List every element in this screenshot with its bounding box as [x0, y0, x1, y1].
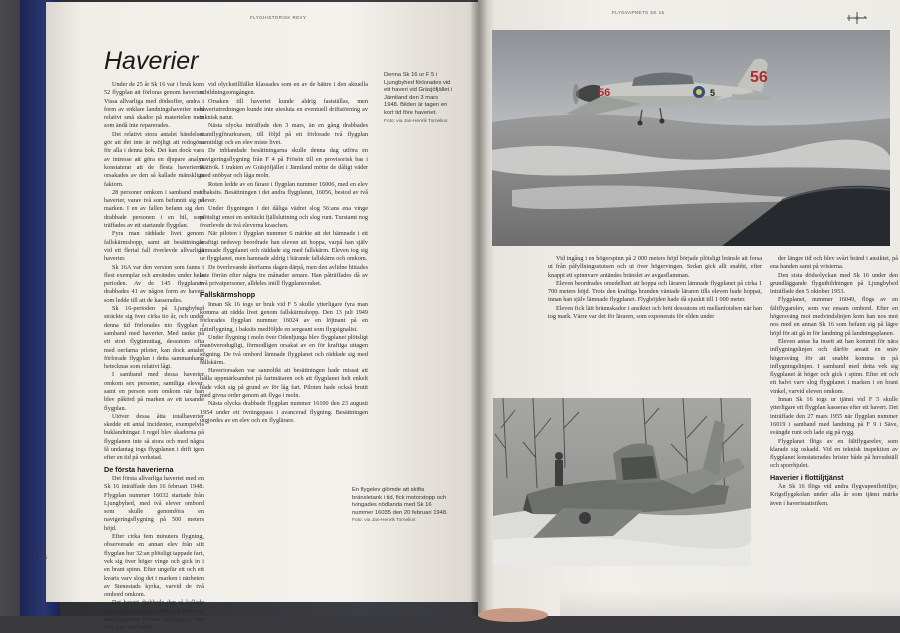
photo-credit: Foto: via Jan-Henrik Tornelius [352, 518, 416, 524]
paragraph: Det relativt stora antalet händelser gör att det inte är möjligt att redogöra för alla i denna bok. Det kan dock vara av intresse att göra en djupare analys konstaterar att de flesta haverierna orsakades av den så kallade mänskliga faktorn. [104, 130, 204, 188]
paragraph: Fyra man räddade livet genom fallskärmshopp, samt att besättningar vid ett flertal fall överlevde allvarliga haverier. [104, 230, 204, 263]
paragraph: Sk 16-perioden på Ljungbyhed sträckte sig över cirka tio år, och under denna tid förlorades nio flygplan i samband med haverier. Med tanke på ett stort flygtimuttag, dessutom ofta med oerfarna piloter, kan dock antalet förlorade flygplan i detta sammanhang betecknas som relativt lågt. [104, 305, 204, 371]
paragraph: Vid ingång i en högerspinn på 2 000 meters höjd började plötsligt bränsle att forsa ut från påfyllningsstutsen och ut över högervingen. Sedan gick allt snabbt, efter knappt ett spinnvarv antändes bränslet av avgasflamman. [548, 255, 762, 279]
paragraph: Roten ledde av en färare i flygplan nummer 16006, med en elev i baksits. Besättningen i det andra flygplanet, 16056, bestod av två elever. [200, 180, 368, 205]
aircraft-tail-code: 56 [750, 69, 768, 86]
subheading: Fallskärmshopp [200, 290, 256, 300]
paragraph: Flygplanet flögs av en fältflygarelev, som klarade sig oskadd. Vid en teknisk inspektion av flygplanet konstaterades brister både på huvudställ och sporrhjulet. [770, 437, 898, 470]
right-column-1 [548, 255, 762, 395]
aircraft-nose-code: 56 [598, 87, 611, 99]
paragraph: Orsaken till haveriet kunde aldrig fastställas, men haveriutredningen kunde inte utesluta en eventuell driftstörning av teknisk natur. [200, 97, 368, 122]
paragraph: Sk 16A var den version som fanns i flest exemplar och användes under hela perioden. Av de 145 flygplanen drabbades 41 av någon form av haveri som ledde till att de kasserades. [104, 263, 204, 304]
page-number: 106 [38, 555, 47, 561]
page-title: Haverier [104, 47, 199, 75]
paragraph: Än Sk 16 flögs vid andra flygvapenflottiljer, Krigsflygskolan under alla år som tjänst märks även i haveristatistiken. [770, 483, 898, 507]
right-column-2 [770, 255, 898, 590]
paragraph: Under flygning i moln över Odenljunga blev flygplanet plötsligt manöverodugligt, förmodligen orsakat av en för kraftiga uttagen stigning. De två ombord lämnade flygplanet och räddade sig med fallskärm. [200, 333, 368, 366]
aircraft-fuselage-code: 5 [710, 88, 716, 98]
paragraph: Utöver dessa åtta totalhaverier skedde ett antal incidenter, exempelvis buklandningar. I regel blev skadorna på flygplanen inte så stora och med några få undantag togs flygplanen i drift igen efter en tid på verkstad. [104, 412, 204, 462]
paragraph: Innan Sk 16 togs ur tjänst vid F 5 skulle ytterligare ett flygplan kasseras efter ett haveri. Det inträffade den 27 mars 1955 när flygplan nummer 16019 i samband med landning på F 9 i Säve, svängde runt och lade sig på rygg. [770, 396, 898, 437]
paragraph: Efter cirka fem minuters flygning, observerade en annan elev från sitt flygplan hur 32:an plötsligt tappade fart, vek sig över höger vinge och gick in i en brant spinn. Efter ungefär ett och ett kvarts varv slog det i marken i närheten av Stenestads kyrka, varvid de två ombord omkom. [104, 533, 205, 599]
paragraph: Eleven fick lätt brännskador i ansiktet och bröt dessutom ett mellanfotsben när han tog mark. Värre var det för läraren, som exponerats för elden under [548, 304, 762, 321]
paragraph: Haveriorsaken var sannolikt att besättningen hade missat att hålla uppmärksamhet på fartmätaren och att flygplanet helt enkelt hade vikit sig på grund av för låg fart. Piloten hade också brutit med givna order genom att flyga i moln. [200, 367, 368, 399]
subheading: De första haverierna [104, 464, 174, 474]
paragraph: der längre tid och blev svårt bränd i ansiktet, på ena handen samt på vristerna. [770, 255, 898, 271]
crashed-aircraft-photo [493, 398, 751, 566]
photo-credit: Foto: via Jan-Henrik Tornelius [384, 118, 448, 124]
photo-caption-1 [384, 72, 454, 125]
paragraph: Flygplanet, nummer 16049, flögs av en fältflygarelev, som var ensam ombord. Efter en högersväng mot medvindslinjen kom han nos mot nos med en annan Sk 16 som befann sig på lägre höjd för att gå in för landning på landningsplanen. [770, 296, 898, 337]
aircraft-in-flight-photo [492, 30, 890, 246]
paragraph: De inblandade besättningarna skulle denna dag utföra en navigeringsflygning från F 4 på Frösön till en provisorisk bas i Rättvik. I trakten av Gräsjöfjället i Jämtland mötte de dåligt väder med snöbyar och låga moln. [200, 147, 368, 180]
paragraph: 28 personer omkom i samband med haverier, varav två som befunnit sig på marken. I en av fallen befann sig den drabbade personen i en bil, som träffades av ett startande flygplan. [104, 188, 204, 230]
paragraph: I samband med dessa haverier omkom sex personer, samtliga elever, samt en person som omkom när han blev påkörd på marken av ett taxande flygplan. [104, 371, 204, 412]
paragraph: Eleven antas ha insett att han kommit för nära inflygningslinjen och därför ansatt en snäv högersväng för att snabbt komma in på inflygningslinjen. I samband med detta vek sig flygplanet åt höger och gick i spinn. Efter ett och ett halvt varv slog flygplanet i marken i en brant vinkel, varvid eleven omkom. [770, 337, 898, 395]
left-running-header: FLYGHISTORISK REVY [250, 15, 307, 20]
page-shadow [560, 590, 900, 616]
right-running-header: FLYGVAPNETS SK 16 [612, 10, 665, 15]
paragraph: Det haveri drabbade den så kallade stamflygskolan, som utbildade blivande stamflygförare (senare fältflygare). Den elev som var förare [104, 599, 204, 632]
paragraph: Det första allvarliga haveriet med en Sk 16 inträffade den 16 februari 1948. Flygplan nummer 16032 startade från Ljungbyhed, med två elever ombord som skulle genomföra en navigeringsflygning på 500 meters höjd. [104, 474, 204, 532]
paragraph: Nästa olycka drabbade flygplan nummer 16100 den 23 augusti 1954 under ett övningspass i avancerad flygning. Besättningen utgjordes av en elev och en flyglärare. [200, 400, 368, 424]
subheading: Haverier i flottiljtjänst [770, 472, 844, 482]
paragraph: Den sista dödsolyckan med Sk 16 under den grundläggande flygutbildningen på Ljungbyhed inträffade den 5 oktober 1953. [770, 271, 898, 296]
finger [478, 608, 548, 622]
paragraph: När piloten i flygplan nummer 6 märkte att det hämnade i ett kraftigt nedsvep beordrade han eleven att hoppa, varpå han själv lämnade flygplanet och räddade sig med fallskärm. Eleven tog sig ur flygplanet, men hamnade aldrig i bärande fallskärm och omkom. [200, 230, 368, 263]
paragraph: Under de 25 år Sk 16 var i bruk kom 52 flygplan att förloras genom haverier. Vissa allvarliga med dödsoffer, andra i form av enklare landningshaverier med relativt små skador på materielen men som ändå inte reparerades. [104, 81, 204, 130]
paragraph: Nästa olycka inträffade den 3 mars, än en gång drabbades stamflygförarkursen, till följd på ett förlorade två flygplan samtidigt och en elev miste livet. [200, 122, 368, 147]
paragraph: vid olyckstillfället klassades som en av de bättre i den aktuella utbildningsomgången. [200, 81, 368, 97]
caption-text: En flygelev glömde att skifta bränsletank i tid, fick motorstopp och tvingades nödlanda med Sk 16 nummer 16035 den 20 februari 1948. [352, 487, 448, 516]
caption-text: Denna Sk 16 ur F 5 i Ljungbyhed förlorades vid ett haveri vid Gräsjöfjället i Jämtland den 3 mars 1948. Bilden är tagen en kort tid före haveriet. [384, 72, 452, 116]
paragraph: Eleven beordrades omedelbart att hoppa och läraren lämnade flygplanet på cirka 1 700 meters höjd. Trots den kraftiga branden väntade läraren tills eleven hade hoppat, innan han själv lämnade flygplanet. Flyghöjden hade då sjunkit till 1 000 meter. [548, 279, 762, 304]
paragraph: Under flygningen i det dåliga vädret slog 56:ans ena vinge plötsligt emot en snötäckt fjällsluttning och slog runt. Turstamt nog överlevde de två eleverna kraschen. [200, 205, 368, 230]
paragraph: Innan Sk 16 togs ur bruk vid F 5 skulle ytterligare fyra man komma att rädda livet genom fallskärmshopp. Den 13 juli 1949 förlorades flygplan nummer 16024 av en löjtnant på en rutinflygning, i baksits medföljde en sergeant som flygsignalist. [200, 300, 368, 333]
left-column-1 [104, 81, 205, 632]
book-gutter [470, 0, 488, 616]
photo-caption-2 [352, 487, 448, 525]
airplane-icon [846, 11, 868, 25]
paragraph: De överlevande återfanns dagen därpå, men den avlidne hittades inte förrän efter några tre månader senare. Han påträffades då av två privatpersoner, alldeles intill flygplansvraket. [200, 263, 368, 288]
left-column-2 [200, 81, 368, 559]
